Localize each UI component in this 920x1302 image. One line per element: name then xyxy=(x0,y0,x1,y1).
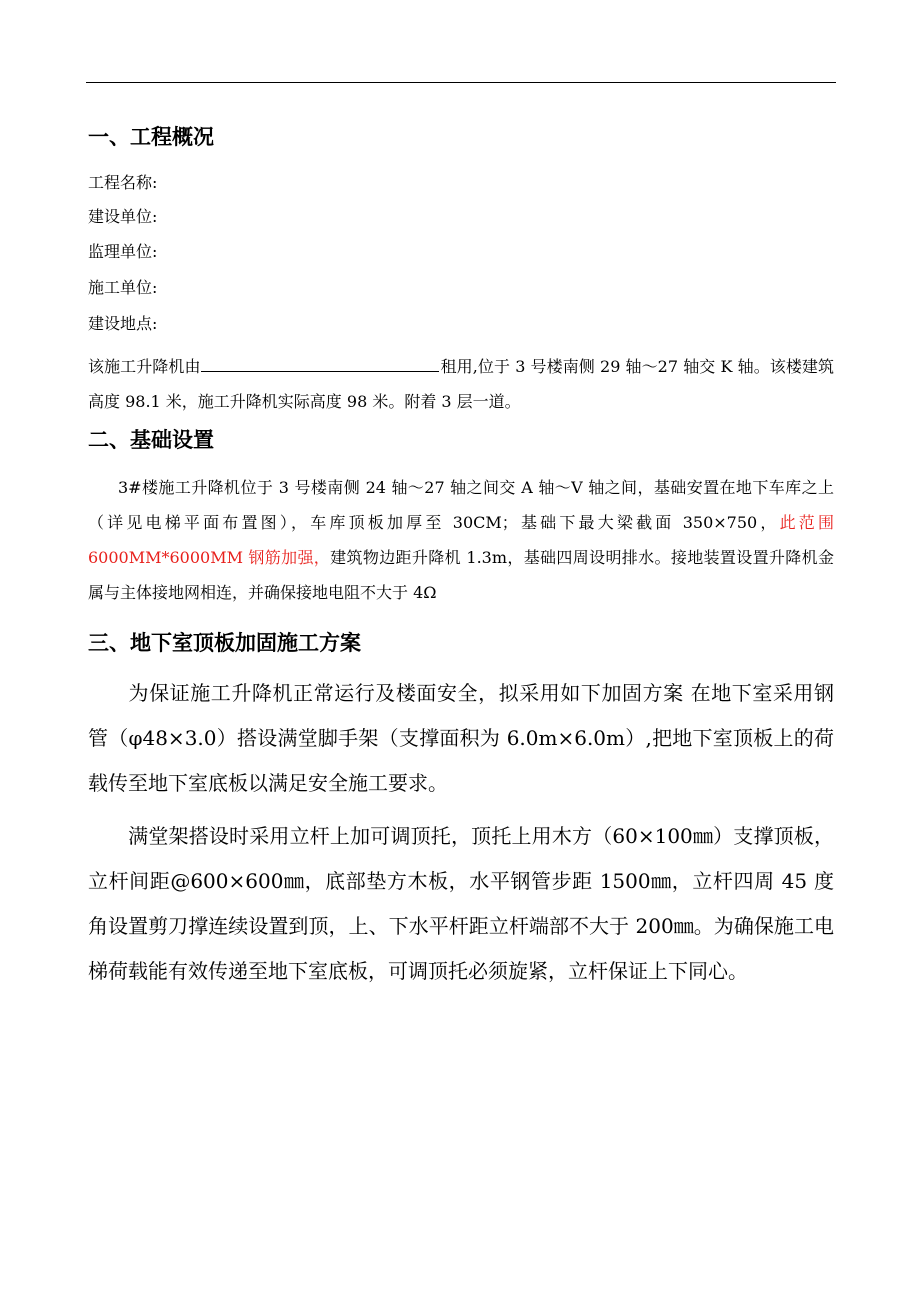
paragraph-text-start: 该施工升降机由 xyxy=(88,357,201,376)
header-rule xyxy=(86,82,836,83)
section-1-heading: 一、工程概况 xyxy=(88,125,214,149)
paragraph-text-start: 3#楼施工升降机位于 3 号楼南侧 24 轴～27 轴之间交 A 轴～V 轴之间，基础安置在地下车库之上（详见电梯平面布置图），车库顶板加厚至 30CM；基础下最大梁截面 350×750， xyxy=(88,478,834,532)
section-3-paragraph-1 xyxy=(88,671,834,806)
field-construction-unit: 建设单位: xyxy=(88,207,158,226)
paragraph-text-rest: 建筑物边距升降机 1.3m，基础四周设明排水。接地装置设置升降机金属与主体接地网相连，并确保接地电阻不大于 4Ω xyxy=(88,548,834,602)
field-supervision-unit: 监理单位: xyxy=(88,242,158,261)
section-2-heading: 二、基础设置 xyxy=(88,428,214,452)
section-3-paragraph-2 xyxy=(88,814,834,994)
paragraph-text: 满堂架搭设时采用立杆上加可调顶托，顶托上用木方（60×100㎜）支撑顶板，立杆间距@600×600㎜，底部垫方木板，水平钢管步距 1500㎜，立杆四周 45 度角设置剪刀撑连续设置到顶，上、下水平杆距立杆端部不大于 200㎜。为确保施工电梯荷载能有效传递至地下室底板，可调顶托必须旋紧，立杆保证上下同心。 xyxy=(88,824,834,983)
blank-underline xyxy=(201,354,439,372)
section-3-heading: 三、地下室顶板加固施工方案 xyxy=(88,631,361,655)
field-contractor-unit: 施工单位: xyxy=(88,278,158,297)
paragraph-text-rest: 租用,位于 3 号楼南侧 29 轴～27 轴交 K 轴。该楼建筑高度 98.1 米，施工升降机实际高度 98 米。附着 3 层一道。 xyxy=(88,357,834,411)
section-1-paragraph xyxy=(88,349,834,419)
field-project-name: 工程名称: xyxy=(88,173,158,192)
field-construction-site: 建设地点: xyxy=(88,314,158,333)
paragraph-text: 为保证施工升降机正常运行及楼面安全，拟采用如下加固方案 在地下室采用钢管（φ48×3.0）搭设满堂脚手架（支撑面积为 6.0m×6.0m）,把地下室顶板上的荷载传至地下室底板以满足安全施工要求。 xyxy=(88,681,834,795)
section-2-paragraph xyxy=(88,470,834,610)
highlighted-text: 此范围 6000MM*6000MM 钢筋加强， xyxy=(88,513,834,567)
